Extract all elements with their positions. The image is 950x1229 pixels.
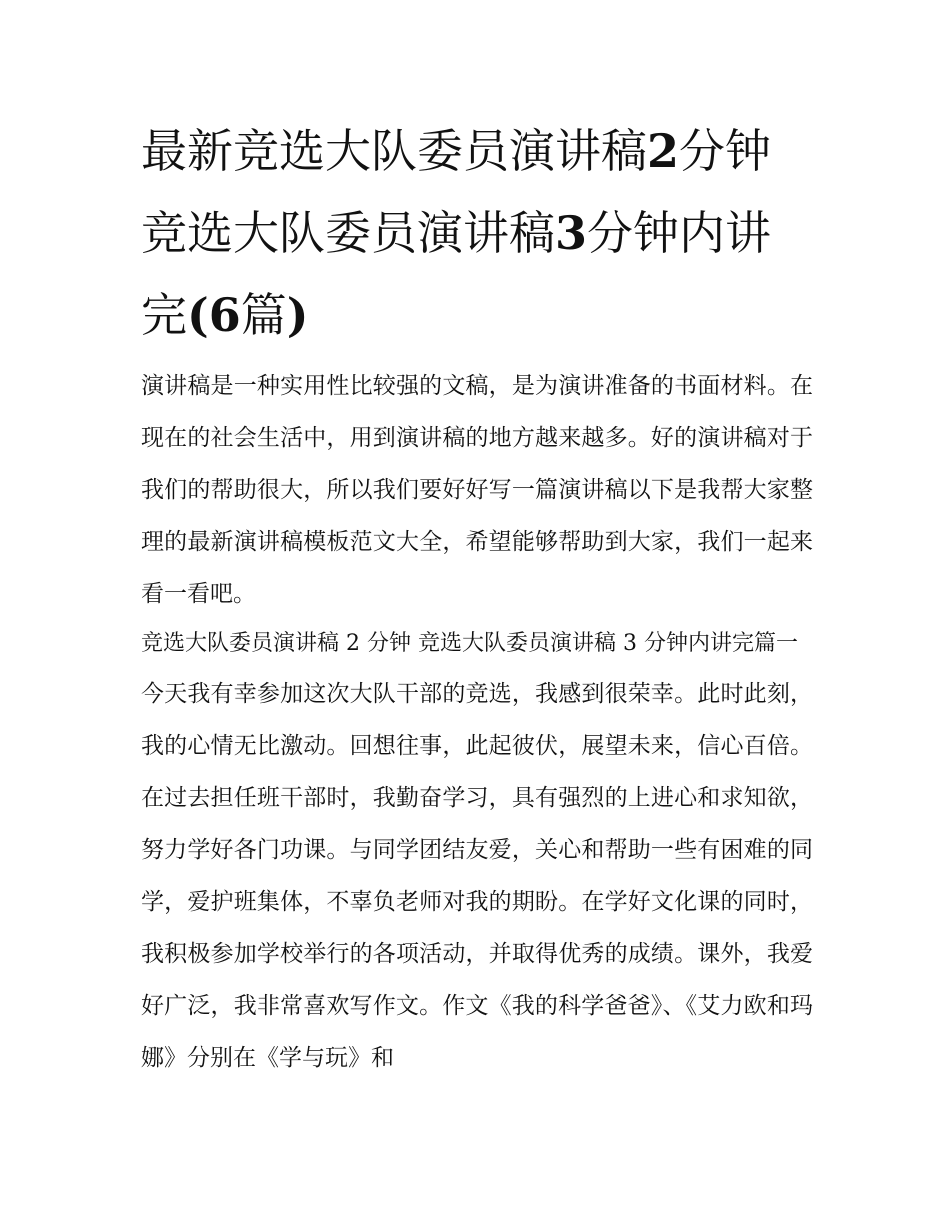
title-count-close: ) [286, 288, 309, 342]
title-text-2: 分钟 竞选大队委员演讲稿 [141, 124, 772, 260]
title-number-2: 2 [647, 124, 680, 178]
intro-paragraph: 演讲稿是一种实用性比较强的文稿，是为演讲准备的书面材料。在现在的社会生活中，用到演讲稿的地方越来越多。好的演讲稿对于我们的帮助很大，所以我们要好好写一篇演讲稿以下是我帮大家整理的最新演讲稿模板范文大全，希望能够帮助到大家，我们一起来看一看吧。 [141, 373, 813, 607]
title-text-1: 最新竞选大队委员演讲稿 [141, 124, 647, 178]
title-count-open: (6 [187, 288, 241, 342]
title-text-4: 篇 [240, 288, 287, 342]
title-text-3: 分钟内讲完 [141, 206, 772, 342]
document-page [141, 110, 813, 1084]
document-title [141, 110, 813, 356]
section-heading: 竞选大队委员演讲稿 2 分钟 竞选大队委员演讲稿 3 分钟内讲完篇一 [141, 631, 798, 656]
body-paragraph: 今天我有幸参加这次大队干部的竞选，我感到很荣幸。此时此刻，我的心情无比激动。回想往事，此起彼伏，展望未来，信心百倍。在过去担任班干部时，我勤奋学习，具有强烈的上进心和求知欲，努力学好各门功课。与同学团结友爱，关心和帮助一些有困难的同学，爱护班集体，不辜负老师对我的期盼。在学好文化课的同时，我积极参加学校举行的各项活动，并取得优秀的成绩。课外，我爱好广泛，我非常喜欢写作文。作文《我的科学爸爸》、《艾力欧和玛娜》分别在《学与玩》和 [141, 681, 813, 1071]
title-number-3: 3 [555, 206, 588, 260]
